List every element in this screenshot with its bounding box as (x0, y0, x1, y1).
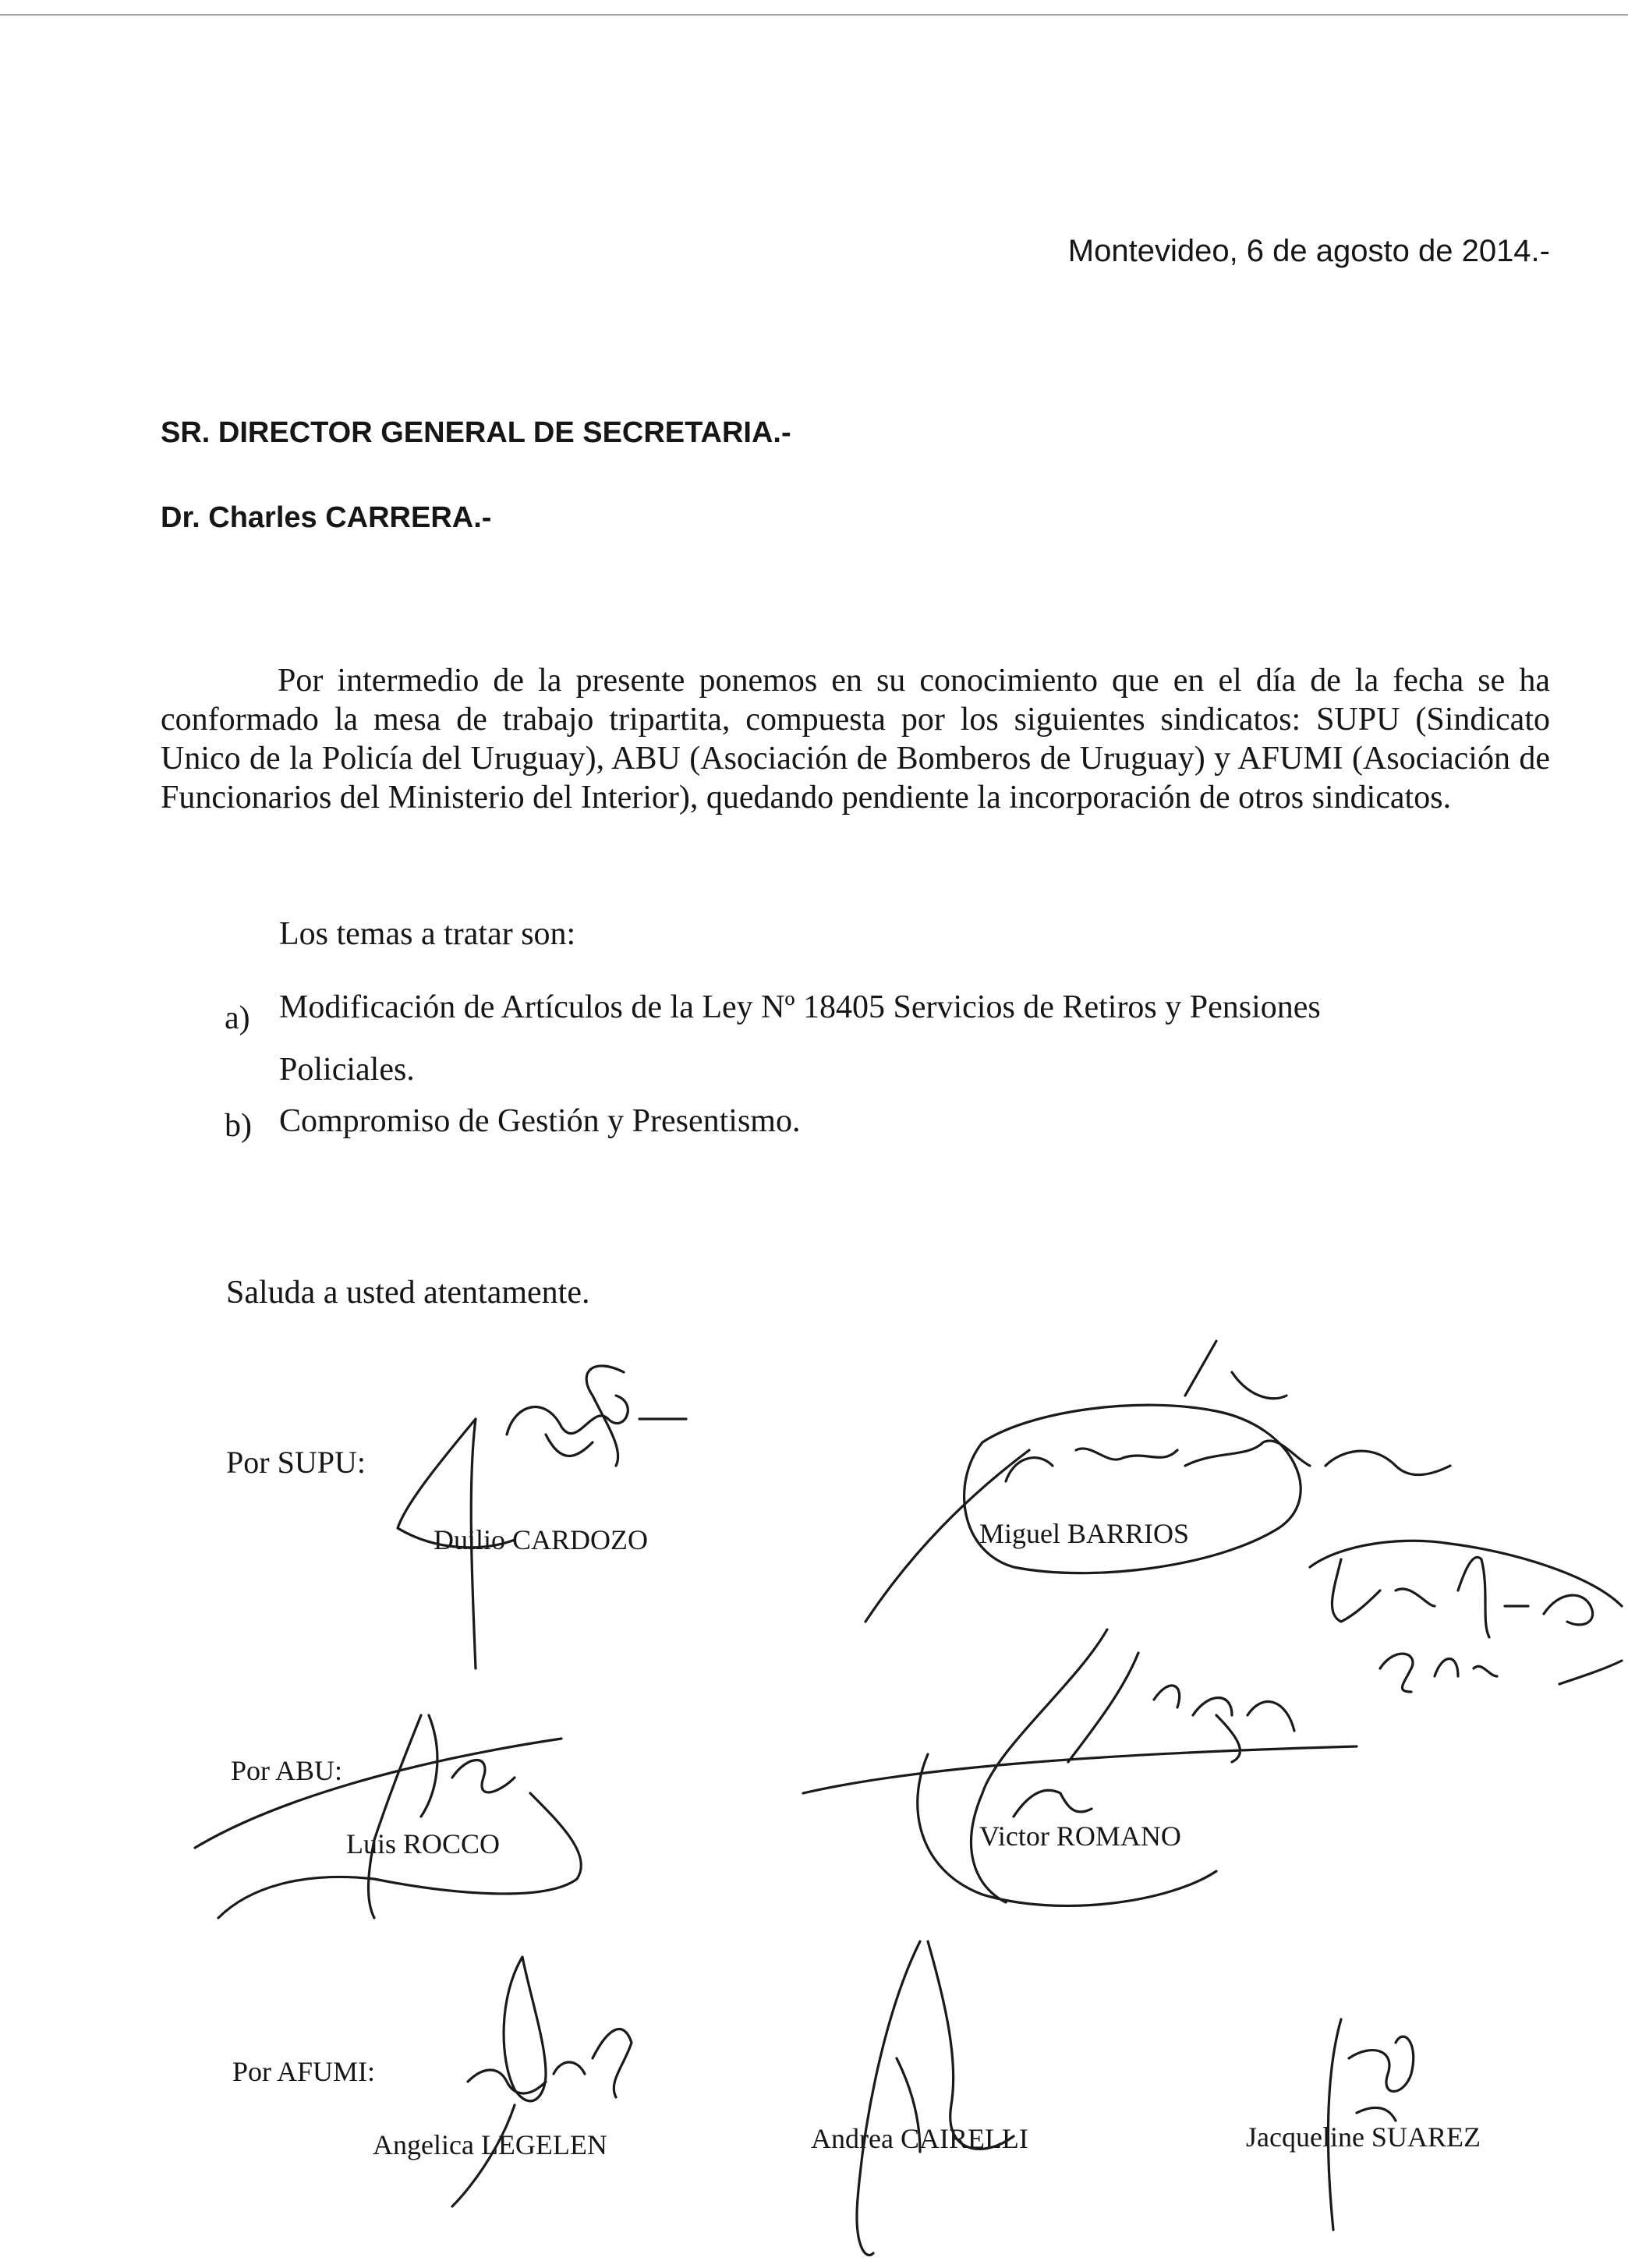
signature-cairelli (857, 1941, 1014, 2255)
body-paragraph (161, 661, 1550, 817)
signer-name-romano: Victor ROMANO (979, 1820, 1181, 1852)
signer-name-rocco: Luis ROCCO (346, 1828, 501, 1859)
afumi-label: Por AFUMI: (232, 2056, 376, 2087)
abu-label: Por ABU: (231, 1755, 343, 1786)
signer-name-legelen: Angelica LEGELEN (373, 2129, 607, 2160)
topic-b-line: Compromiso de Gestión y Presentismo. (279, 1103, 801, 1139)
signature-barrios (865, 1341, 1450, 1622)
signature-clavijo (1310, 1541, 1622, 1692)
topic-marker-b: b) (225, 1108, 252, 1144)
topics-intro: Los temas a tratar son: (279, 916, 576, 952)
topic-a-line1: Modificación de Artículos de la Ley Nº 18405 Servicios de Retiros y Pensiones (279, 989, 1321, 1025)
signature-romano (803, 1629, 1357, 1905)
signature-cardozo (398, 1366, 686, 1668)
signer-name-suarez: Jacqueline SUAREZ (1246, 2121, 1481, 2153)
signature-legelen (452, 1957, 632, 2206)
supu-label: Por SUPU: (226, 1445, 366, 1480)
topic-marker-a: a) (225, 1000, 250, 1036)
recipient-name: Dr. Charles CARRERA.- (161, 501, 492, 534)
signer-name-cairelli: Andrea CAIRELLI (811, 2123, 1028, 2154)
signature-rocco (195, 1715, 581, 1918)
recipient-title: SR. DIRECTOR GENERAL DE SECRETARIA.- (161, 416, 791, 449)
closing-line: Saluda a usted atentamente. (226, 1275, 590, 1311)
topic-a-line2: Policiales. (279, 1052, 415, 1088)
page-top-edge-line (0, 14, 1628, 16)
body-paragraph-text: Por intermedio de la presente ponemos en su conocimiento que en el día de la fecha se ha conformado la mesa de trabajo tripartita, compuesta por los siguientes sindicatos: SUPU (Sindicato Unico de la Policía del Uruguay), ABU (Asociación de Bomberos de Uruguay) y AFUMI (Asociación de Funcionarios del Ministerio del Interior), quedando pendiente la incorporación de otros sindicatos. (161, 663, 1550, 816)
signer-name-barrios: Miguel BARRIOS (979, 1518, 1190, 1549)
date-line: Montevideo, 6 de agosto de 2014.- (1067, 234, 1550, 268)
signer-name-cardozo: Duilio CARDOZO (434, 1524, 649, 1555)
